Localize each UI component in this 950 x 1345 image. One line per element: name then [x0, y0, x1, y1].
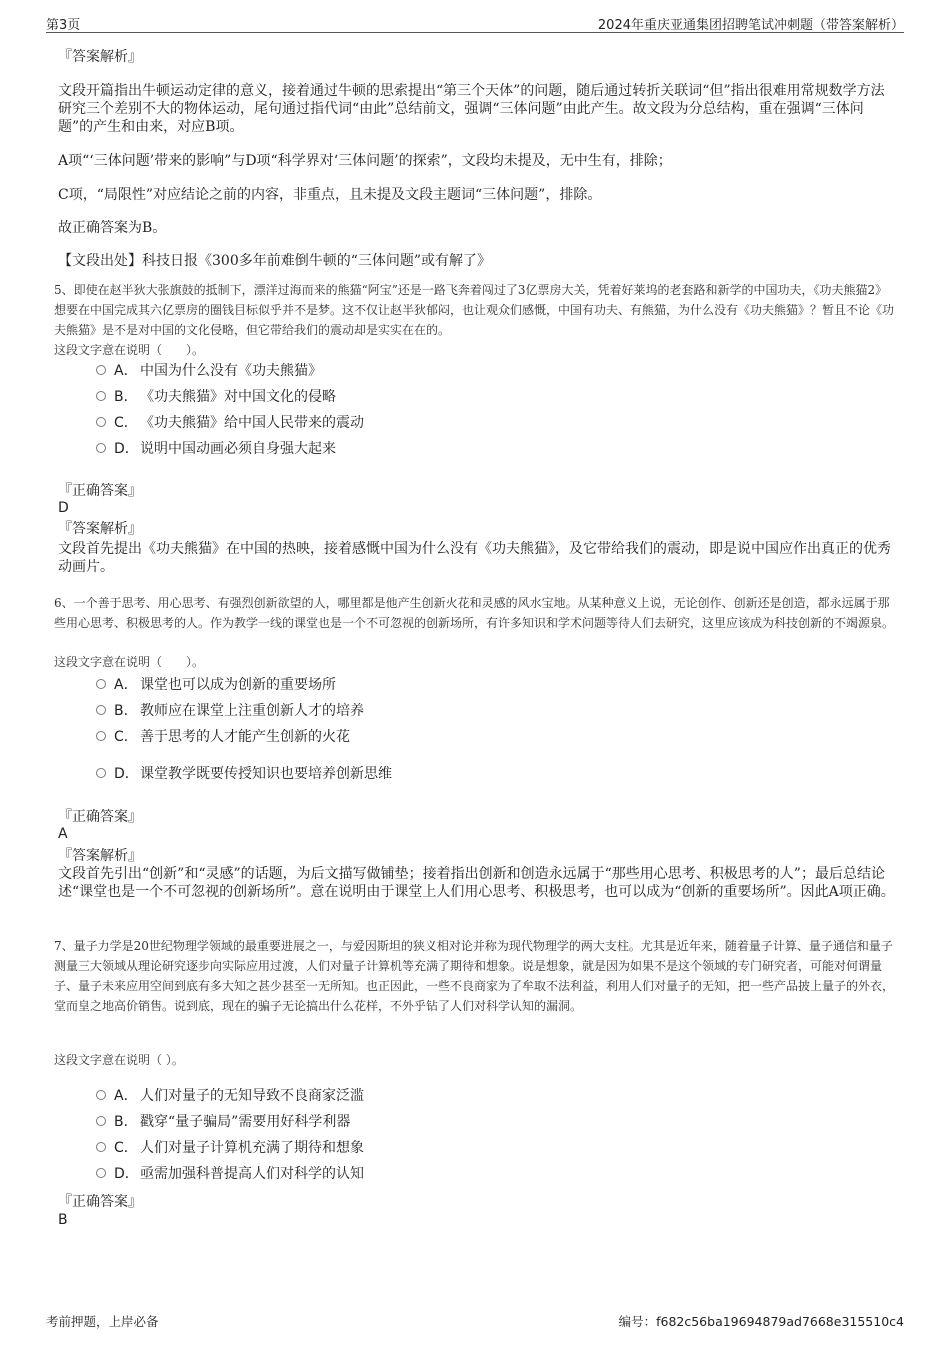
radio-icon[interactable]	[96, 417, 106, 427]
radio-icon[interactable]	[96, 1142, 106, 1152]
q7-stem: 7、量子力学是20世纪物理学领域的最重要进展之一，与爱因斯坦的狭义相对论并称为现代物理学的两大支柱。尤其是近年来，随着量子计算、量子通信和量子测量三大领域从理论研究逐步向实际应用过渡，人们对量子计算机等充满了期待和想象。说是想象，就是因为如果不是这个领域的专门研究者，可能对何谓量子、量子未来应用空间到底有多大知之甚少甚至一无所知。也正因此，一些不良商家为了牟取不法利益，利用人们对量子的无知，把一些产品披上量子的外衣，堂而皇之地高价销售。说到底，现在的骗子无论搞出什么花样，不外乎钻了人们对科学认知的漏洞。	[54, 939, 895, 1013]
q5-answer-label: 『正确答案』	[58, 483, 142, 499]
radio-icon[interactable]	[96, 731, 106, 741]
document-code: 编号：f682c56ba19694879ad7668e315510c4	[618, 1314, 904, 1329]
q7-option-d[interactable]: D．亟需加强科普提高人们对科学的认知	[96, 1164, 364, 1184]
q5-option-b[interactable]: B． 《功夫熊猫》对中国文化的侵略	[96, 387, 336, 407]
q5-option-d[interactable]: D．说明中国动画必须自身强大起来	[96, 439, 336, 459]
page-number: 第3页	[46, 18, 81, 33]
radio-icon[interactable]	[96, 365, 106, 375]
q5-answer: D	[58, 500, 69, 516]
q4-analysis-p1: 文段开篇指出牛顿运动定律的意义，接着通过牛顿的思索提出“第三个天体”的问题，随后通过转折关联词“但”指出很难用常规数学方法研究三个差别不大的物体运动，尾句通过指代词“由此”总结前文，强调“三体问题”由此产生。故文段为分总结构，重在强调“三体问题”的产生和由来，对应B项。	[58, 83, 885, 135]
q6-option-c[interactable]: C． 善于思考的人才能产生创新的火花	[96, 727, 350, 747]
q4-analysis-label: 『答案解析』	[58, 49, 142, 65]
radio-icon[interactable]	[96, 1090, 106, 1100]
q6-stem: 6、一个善于思考、用心思考、有强烈创新欲望的人，哪里都是他产生创新火花和灵感的风水宝地。从某种意义上说，无论创作、创新还是创造，都永远属于那些用心思考、积极思考的人。作为教学一线的课堂也是一个不可忽视的创新场所，有许多知识和学术问题等待人们去研究，这里应该成为科技创新的不竭源泉。	[54, 596, 895, 630]
q6-option-a[interactable]: A． 课堂也可以成为创新的重要场所	[96, 675, 336, 695]
radio-icon[interactable]	[96, 705, 106, 715]
q4-analysis-p4: 故正确答案为B。	[58, 220, 167, 236]
q7-option-c[interactable]: C． 人们对量子计算机充满了期待和想象	[96, 1138, 364, 1158]
radio-icon[interactable]	[96, 443, 106, 453]
q6-ask: 这段文字意在说明（ ）。	[54, 655, 205, 669]
radio-icon[interactable]	[96, 768, 106, 778]
q6-answer-label: 『正确答案』	[58, 809, 142, 825]
q7-answer: B	[58, 1212, 68, 1228]
radio-icon[interactable]	[96, 391, 106, 401]
q7-option-b[interactable]: B． 戳穿“量子骗局”需要用好科学利器	[96, 1112, 350, 1132]
q4-analysis-p3: C项，“局限性”对应结论之前的内容，非重点，且未提及文段主题词“三体问题”，排除。	[58, 187, 602, 203]
q6-option-b[interactable]: B． 教师应在课堂上注重创新人才的培养	[96, 701, 364, 721]
q7-ask: 这段文字意在说明（ ）。	[54, 1053, 184, 1067]
q7-answer-label: 『正确答案』	[58, 1194, 142, 1210]
q6-analysis: 文段首先引出“创新”和“灵感”的话题，为后文描写做铺垫；接着指出创新和创造永远属于“那些用心思考、积极思考的人”；最后总结论述“课堂也是一个不可忽视的创新场所”。意在说明由于课堂上人们用心思考、积极思考，也可以成为“创新的重要场所”。因此A项正确。	[58, 866, 895, 900]
q4-source: 【文段出处】科技日报《300多年前难倒牛顿的“三体问题”或有解了》	[58, 253, 492, 269]
q5-analysis: 文段首先提出《功夫熊猫》在中国的热映，接着感慨中国为什么没有《功夫熊猫》，及它带给我们的震动，即是说中国应作出真正的优秀动画片。	[58, 541, 891, 575]
q7-option-a[interactable]: A． 人们对量子的无知导致不良商家泛滥	[96, 1086, 364, 1106]
document-title: 2024年重庆亚通集团招聘笔试冲刺题（带答案解析）	[597, 18, 904, 33]
radio-icon[interactable]	[96, 1168, 106, 1178]
page-header	[46, 12, 904, 33]
radio-icon[interactable]	[96, 1116, 106, 1126]
q5-option-c[interactable]: C． 《功夫熊猫》给中国人民带来的震动	[96, 413, 364, 433]
q6-analysis-label: 『答案解析』	[58, 848, 142, 864]
radio-icon[interactable]	[96, 679, 106, 689]
q5-stem: 5、即使在赵半狄大张旗鼓的抵制下，漂洋过海而来的熊猫“阿宝”还是一路飞奔着闯过了3亿票房大关，凭着好莱坞的老套路和新学的中国功夫，《功夫熊猫2》想要在中国完成其六亿票房的圈钱目标似乎并不是梦。这不仅让赵半狄郁闷，也让观众们感慨，中国有功夫、有熊猫，为什么没有《功夫熊猫》？暂且不论《功夫熊猫》是不是对中国的文化侵略，但它带给我们的震动却是实实在在的。	[54, 283, 895, 337]
q4-analysis-p2: A项“‘三体问题’带来的影响”与D项“科学界对‘三体问题’的探索”，文段均未提及，无中生有，排除；	[58, 153, 672, 169]
q5-option-a[interactable]: A． 中国为什么没有《功夫熊猫》	[96, 361, 322, 381]
q6-answer: A	[58, 826, 68, 842]
q5-analysis-label: 『答案解析』	[58, 521, 142, 537]
footer-slogan: 考前押题，上岸必备	[46, 1314, 159, 1329]
q6-option-d[interactable]: D．课堂教学既要传授知识也要培养创新思维	[96, 764, 392, 784]
q5-ask: 这段文字意在说明（ ）。	[54, 343, 205, 357]
